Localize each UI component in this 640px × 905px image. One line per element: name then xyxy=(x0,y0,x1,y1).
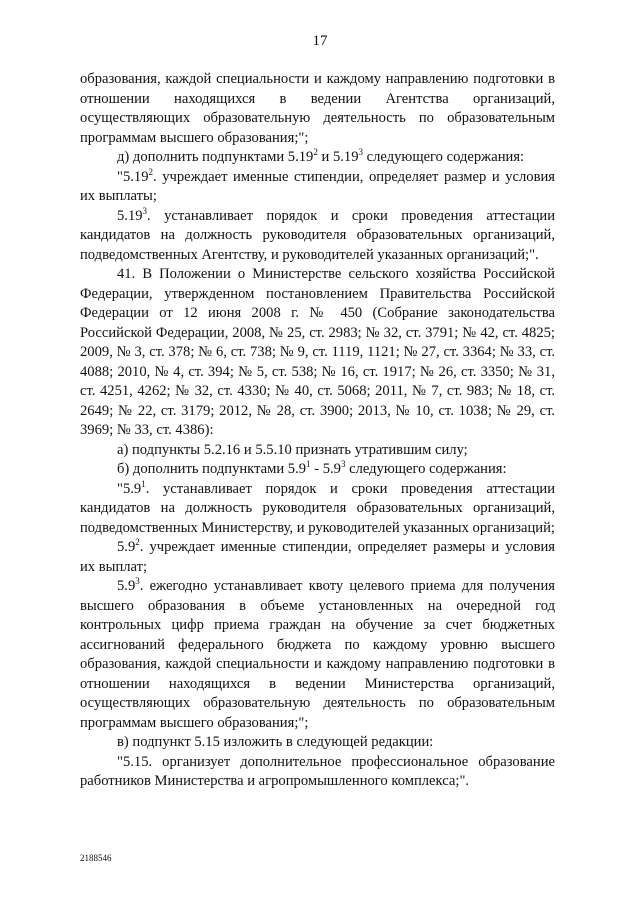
paragraph-subitem-a: а) подпункты 5.2.16 и 5.5.10 признать утратившим силу; xyxy=(117,441,468,458)
paragraph-item-5-9-3: $5.9^3$. ежегодно устанавливает квоту целевого приема для получения высшего образования в объеме установленных на очередной год контрольных цифр приема граждан на обучение за счет бюджетных ассигнований федерального бюджета по каждому уровню высшего образования, каждой специальности и каждому направлению подготовки в отношении находящихся в ведении Министерства организаций, осуществляющих образовательную деятельность по образовательным программам высшего образования;"; xyxy=(80,576,555,731)
page-number: 17 xyxy=(312,33,328,49)
paragraph-subitem-d: д) дополнить подпунктами 5.19$^2$ и 5.19$^3$ следующего содержания: xyxy=(117,147,525,165)
paragraph-subitem-b: б) дополнить подпунктами $5.9^1 - 5.9^3$ следующего содержания: xyxy=(117,459,507,477)
paragraph-item-5-9-2: $5.9^2$. учреждает именные стипендии, определяет размеры и условия их выплат; xyxy=(80,537,555,575)
paragraph-item-5-9-1: "$5.9^1$. устанавливает порядок и сроки проведения аттестации кандидатов на должность руководителя образовательных организаций, подведомственных Министерству, и руководителей указанных организаций; xyxy=(80,478,555,536)
paragraph-item-41: 41. В Положении о Министерстве сельского хозяйства Российской Федерации, утвержденном постановлением Правительства Российской Федерации от 12 июня 2008 г. № 450 (Собрание законодательства Российской Федерации, 2008, № 25, ст. 2983; № 32, ст. 3791; № 42, ст. 4825; 2009, № 3, ст. 378; № 6, ст. 738; № 9, ст. 1119, 1121; № 27, ст. 3364; № 33, ст. 4088; 2010, № 4, ст. 394; № 5, ст. 538; № 16, ст. 1917; № 26, ст. 3350; № 31, ст. 4251, 4262; № 32, ст. 4330; № 40, ст. 5068; 2011, № 7, ст. 983; № 18, ст. 2649; № 22, ст. 3179; 2012, № 28, ст. 3900; 2013, № 10, ст. 1038; № 29, ст. 3969; № 33, ст. 4386): xyxy=(80,266,555,438)
paragraph-item-5-19-2: "5.19$^2$. учреждает именные стипендии, определяет размер и условия их выплаты; xyxy=(80,166,555,204)
paragraph-continuation: образования, каждой специальности и каждому направлению подготовки в отношении находящихся в ведении Агентства организаций, осуществляющих образовательную деятельность по образовательным программам высшего образования;"; xyxy=(80,71,555,146)
paragraph-item-5-15: "5.15. организует дополнительное профессиональное образование работников Министерства и агропромышленного комплекса;". xyxy=(80,753,555,789)
paragraph-item-5-19-3: 5.19$^3$. устанавливает порядок и сроки проведения аттестации кандидатов на должность руководителя образовательных организаций, подведомственных Агентству, и руководителей указанных организаций;". xyxy=(80,205,555,263)
document-body xyxy=(80,70,555,792)
document-id: 2188546 xyxy=(80,853,112,863)
paragraph-subitem-v: в) подпункт 5.15 изложить в следующей редакции: xyxy=(117,734,434,750)
